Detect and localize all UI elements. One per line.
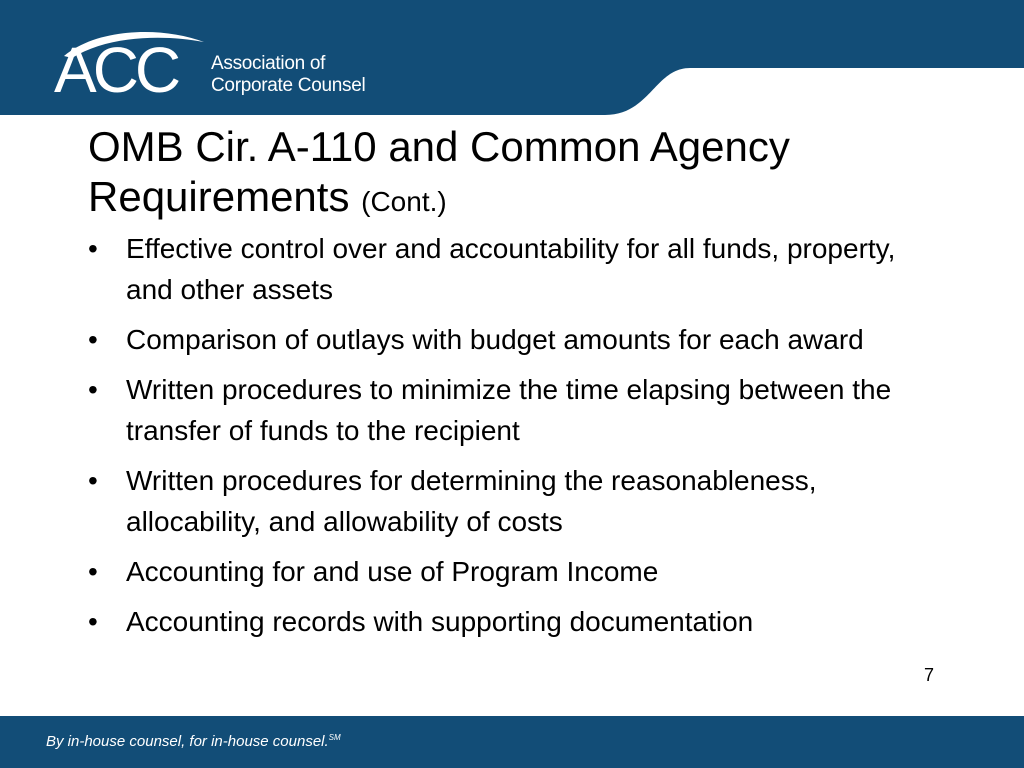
bullet-item [88, 551, 948, 592]
title-suffix: (Cont.) [361, 186, 447, 217]
bullet-text: Accounting records with supporting documentation [126, 606, 754, 637]
bullet-text: Comparison of outlays with budget amounts for each award [126, 324, 864, 355]
bullet-item [88, 319, 948, 360]
bullet-list [88, 228, 948, 651]
service-mark: SM [328, 733, 341, 742]
footer-tagline [46, 733, 341, 750]
bullet-item [88, 228, 948, 310]
title-line2 [88, 172, 988, 227]
footer-bar [0, 716, 1024, 768]
title-line1: OMB Cir. A-110 and Common Agency [88, 123, 790, 170]
bullet-text: Written procedures to minimize the time elapsing between the transfer of funds to the recipient [126, 374, 892, 446]
bullet-text: Written procedures for determining the reasonableness, allocability, and allowability of costs [126, 465, 817, 537]
org-name-line1: Association of [211, 53, 326, 74]
bullet-icon: • [88, 465, 98, 496]
acc-logo [52, 20, 392, 100]
logo-letters: ACC [54, 34, 178, 100]
bullet-icon: • [88, 374, 98, 405]
tagline-text: By in-house counsel, for in-house counsel. [46, 733, 329, 750]
org-name-line2: Corporate Counsel [211, 75, 366, 96]
bullet-text: Accounting for and use of Program Income [126, 556, 659, 587]
bullet-item [88, 601, 948, 642]
bullet-item [88, 460, 948, 542]
bullet-text: Effective control over and accountability for all funds, property, and other assets [126, 233, 896, 305]
acc-logo-mark [52, 20, 212, 100]
bullet-icon: • [88, 606, 98, 637]
bullet-icon: • [88, 233, 98, 264]
bullet-item [88, 369, 948, 451]
bullet-icon: • [88, 556, 98, 587]
slide-title [88, 122, 988, 227]
page-number: 7 [924, 665, 935, 685]
org-name [211, 53, 365, 97]
bullet-icon: • [88, 324, 98, 355]
title-main: Requirements [88, 173, 350, 220]
